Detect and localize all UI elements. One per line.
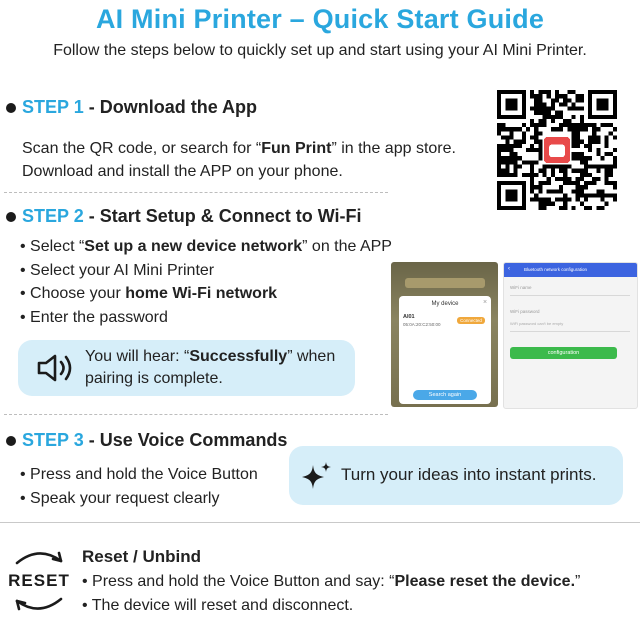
bullet-dot (6, 436, 16, 446)
step3-heading (22, 430, 287, 451)
pairing-hint-text: You will hear: “Successfully” when pairing is complete. (85, 348, 336, 387)
app-screenshot-network-config (503, 262, 638, 409)
list-item: • The device will reset and disconnect. (82, 594, 580, 618)
wifi-password-label: WiFi password (510, 309, 540, 314)
speaker-icon (36, 353, 76, 383)
instant-prints-callout (289, 446, 623, 505)
step3-title: - Use Voice Commands (88, 430, 288, 450)
configuration-button[interactable]: configuration (510, 347, 617, 359)
modal-title: My device (431, 301, 459, 307)
device-name: AI01 (403, 314, 415, 320)
divider (4, 192, 388, 193)
reset-badge-label: RESET (8, 571, 70, 590)
list-item: • Enter the password (20, 306, 392, 330)
reset-badge (6, 547, 72, 615)
search-again-button[interactable]: Search again (413, 390, 477, 400)
step2-bullets (20, 235, 392, 329)
step1-line1: Scan the QR code, or search for “Fun Print” in the app store. (22, 140, 456, 157)
divider (0, 522, 640, 523)
list-item: • Select your AI Mini Printer (20, 259, 392, 283)
app-header (504, 263, 637, 277)
step2-heading (22, 206, 362, 227)
step2-number: STEP 2 (22, 206, 84, 226)
step1-heading (22, 97, 257, 118)
pairing-hint (18, 340, 355, 396)
instant-prints-text: Turn your ideas into instant prints. (341, 465, 597, 484)
list-item: • Press and hold the Voice Button (20, 463, 258, 487)
step2-title: - Start Setup & Connect to Wi-Fi (88, 206, 362, 226)
bullet-dot (6, 212, 16, 222)
page-title: AI Mini Printer – Quick Start Guide (95, 4, 545, 34)
wifi-password-field[interactable]: WiFi password can't be empty (510, 321, 630, 332)
page-subtitle: Follow the steps below to quickly set up and start using your AI Mini Printer. (53, 42, 587, 59)
step3-number: STEP 3 (22, 430, 84, 450)
sparkle-icon (301, 460, 333, 492)
app-header-title: Bluetooth network configuration (524, 267, 588, 272)
wifi-name-field[interactable]: WiFi name (510, 285, 630, 296)
close-icon[interactable]: × (483, 299, 488, 306)
step1-line2: Download and install the APP on your phone. (22, 163, 343, 180)
step1-title: - Download the App (88, 97, 258, 117)
list-item: • Choose your home Wi-Fi network (20, 282, 392, 306)
divider (4, 414, 388, 415)
step1-number: STEP 1 (22, 97, 84, 117)
device-modal (399, 296, 491, 404)
bullet-dot (6, 103, 16, 113)
list-item: • Press and hold the Voice Button and say: “Please reset the device.” (82, 570, 580, 594)
app-screenshot-my-device (391, 262, 498, 407)
back-icon[interactable]: ‹ (508, 266, 510, 272)
reset-title: Reset / Unbind (82, 547, 202, 566)
reset-bullets (82, 570, 580, 617)
step3-bullets (20, 463, 258, 510)
list-item: • Select “Set up a new device network” on the APP (20, 235, 392, 259)
qr-code-icon (497, 90, 617, 210)
list-item: • Speak your request clearly (20, 487, 258, 511)
app-name: Fun Print (261, 140, 332, 157)
device-mac: 05:0A:20:C2:50:00 (403, 322, 441, 327)
connect-button[interactable]: Connected (457, 317, 485, 324)
